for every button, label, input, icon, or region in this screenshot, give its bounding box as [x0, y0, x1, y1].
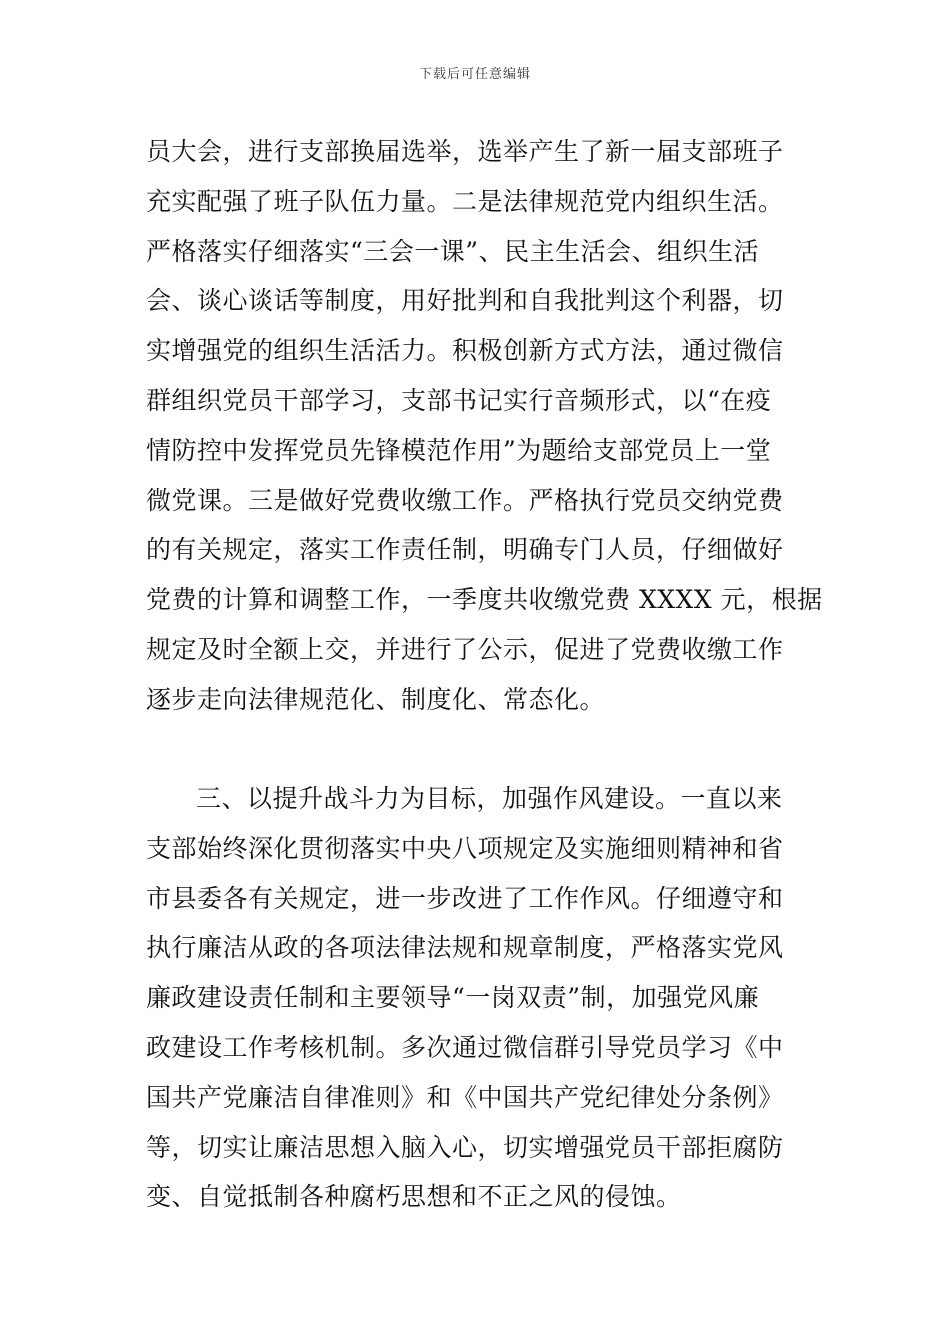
page-header: 下载后可任意编辑	[418, 67, 531, 82]
text-line: 微党课。三是做好党费收缴工作。严格执行党员交纳党费	[146, 485, 784, 515]
text-line: 规定及时全额上交，并进行了公示，促进了党费收缴工作	[146, 634, 784, 664]
paragraph-party-organization-life	[146, 127, 823, 725]
text-line: 逐步走向法律规范化、制度化、常态化。	[146, 684, 606, 714]
text-line: 党费的计算和调整工作，一季度共收缴党费 XXXX 元，根据	[146, 585, 823, 615]
text-line: 市县委各有关规定，进一步改进了工作作风。仔细遵守和	[146, 883, 784, 913]
text-line: 执行廉洁从政的各项法律法规和规章制度，严格落实党风	[146, 933, 784, 963]
text-line-indented: 三、以提升战斗力为目标，加强作风建设。一直以来	[196, 784, 783, 813]
text-line: 群组织党员干部学习，支部书记实行音频形式，以“在疫	[146, 385, 772, 415]
text-line: 的有关规定，落实工作责任制，明确专门人员，仔细做好	[146, 535, 784, 565]
text-line: 等，切实让廉洁思想入脑入心，切实增强党员干部拒腐防	[146, 1132, 784, 1162]
text-line: 国共产党廉洁自律准则》和《中国共产党纪律处分条例》	[146, 1082, 784, 1112]
paragraph-work-style-construction	[146, 774, 806, 1222]
text-line: 支部始终深化贯彻落实中央八项规定及实施细则精神和省	[146, 833, 784, 863]
text-line: 实增强党的组织生活活力。积极创新方式方法，通过微信	[146, 336, 784, 366]
text-line: 员大会，进行支部换届选举，选举产生了新一届支部班子	[146, 137, 784, 166]
text-line: 充实配强了班子队伍力量。二是法律规范党内组织生活。	[146, 186, 784, 216]
text-line: 政建设工作考核机制。多次通过微信群引导党员学习《中	[146, 1032, 784, 1062]
text-line: 严格落实仔细落实“三会一课”、民主生活会、组织生活	[146, 236, 760, 266]
text-line: 情防控中发挥党员先锋模范作用”为题给支部党员上一堂	[146, 435, 772, 465]
text-line: 变、自觉抵制各种腐朽思想和不正之风的侵蚀。	[146, 1182, 682, 1212]
text-line: 廉政建设责任制和主要领导“一岗双责”制，加强党风廉	[146, 983, 760, 1013]
text-line: 会、谈心谈话等制度，用好批判和自我批判这个利器，切	[146, 286, 784, 316]
